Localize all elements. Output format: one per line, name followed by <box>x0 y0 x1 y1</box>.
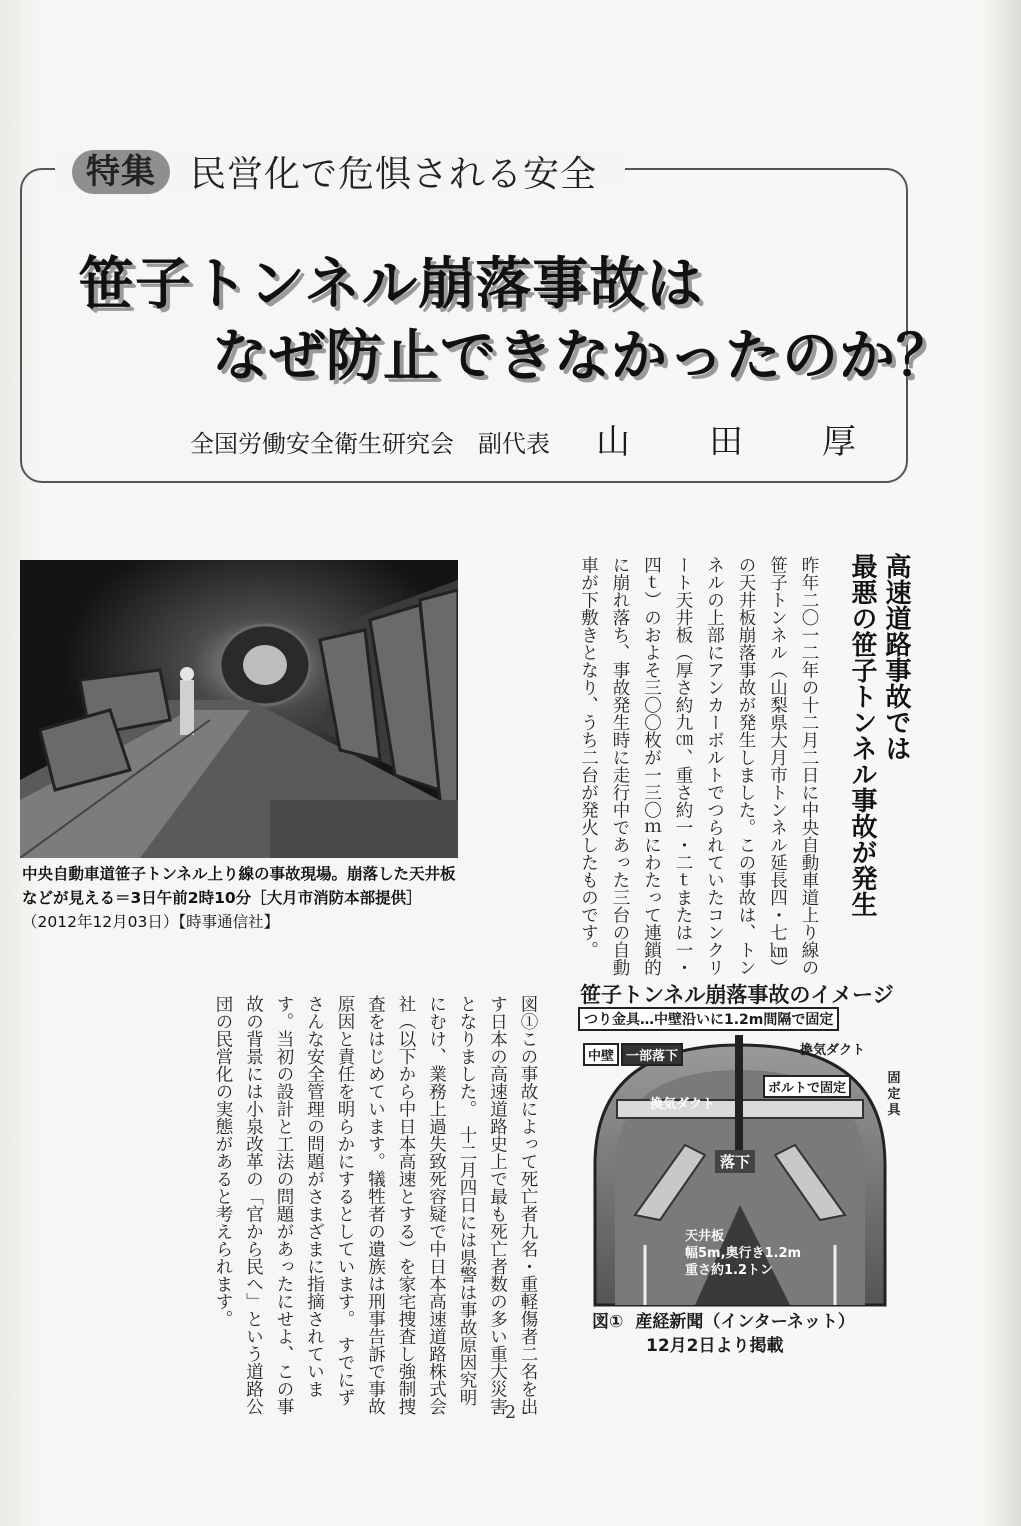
body-text-part2: 図①この事故によって死亡者九名・重軽傷者二名を出す日本の高速道路史上で最も死亡者数の多い重大災害となりました。 十二月四日には県警は事故原因究明にむけ、業務上過失致死容疑で中日本高速道路株式会社（以下から中日本高速とする）を家宅捜査し強制捜査をはじめています。犠牲者の遺族は刑事告訴で事故原因と責任を明らかにするとしています。 すでにずさんな安全管理の問題がさまざまに指摘されています。当初の設計と工法の問題があったにせよ、この事故の背景には小泉改革の「官から民へ」という道路公団の民営化の実態があると考えられます。 <box>213 995 538 1415</box>
section-heading: 高速道路事故では 最悪の笹子トンネル事故が発生 <box>847 553 911 917</box>
label-weight: 重さ約1.2トン <box>685 1263 774 1278</box>
body-text-part1: 昨年二〇一二年の十二月二日に中央自動車道上り線の笹子トンネル（山梨県大月市トンネル延長四・七㎞）の天井板崩落事故が発生しました。この事故は、トンネルの上部にアンカーボルトでつられていたコンクリート天井板（厚さ約九㎝、重さ約一・二ｔまたは一・四ｔ）のおよそ三〇〇枚が一三〇ｍにわたって連鎖的に崩れ落ち、事故発生時に走行中であった三台の自動車が下敷きとなり、うち二台が発火したものです。 <box>578 556 819 976</box>
figure-title: 笹子トンネル崩落事故のイメージ <box>580 983 894 1007</box>
figure-caption: 図① 産経新聞（インターネット） 12月2日より掲載 <box>592 1312 855 1356</box>
photo-caption: 中央自動車道笹子トンネル上り線の事故現場。崩落した天井板などが見える＝3日午前2時10分［大月市消防本部提供］ （2012年12月03日）【時事通信社】 <box>22 865 456 931</box>
label-nakakabe: 中壁 <box>583 1043 619 1066</box>
feature-subtitle: 民営化で危惧される安全 <box>190 154 598 195</box>
page-number: - 2 - <box>492 1402 529 1423</box>
author-organization: 全国労働安全衛生研究会 副代表 <box>190 430 550 458</box>
tunnel-photo-image <box>20 560 458 858</box>
tunnel-diagram <box>575 1005 905 1315</box>
feature-tag: 特集 <box>72 150 170 194</box>
article-title-line1: 笹子トンネル崩落事故は <box>78 252 704 317</box>
label-bolt: ボルトで固定 <box>763 1075 851 1098</box>
label-kanki-duct-left: 換気ダクト <box>650 1097 716 1112</box>
article-title-line2: なぜ防止できなかったのか？ <box>212 324 953 389</box>
author-name: 山 田 厚 <box>596 422 856 462</box>
label-tsuri-kanagu: つり金具…中壁沿いに1.2m間隔で固定 <box>578 1007 839 1031</box>
label-tenjo-ita: 天井板 <box>685 1229 725 1244</box>
photo-source: （2012年12月03日）【時事通信社】 <box>22 913 280 931</box>
accident-photo <box>20 560 458 858</box>
label-size: 幅5m,奥行き1.2m <box>685 1246 802 1261</box>
label-ichibu-rakka: 一部落下 <box>621 1043 683 1066</box>
label-kotei-gu: 固 定 具 <box>887 1071 901 1118</box>
label-kanki-duct-right: 換気ダクト <box>800 1043 866 1058</box>
label-rakka: 落下 <box>715 1150 755 1173</box>
